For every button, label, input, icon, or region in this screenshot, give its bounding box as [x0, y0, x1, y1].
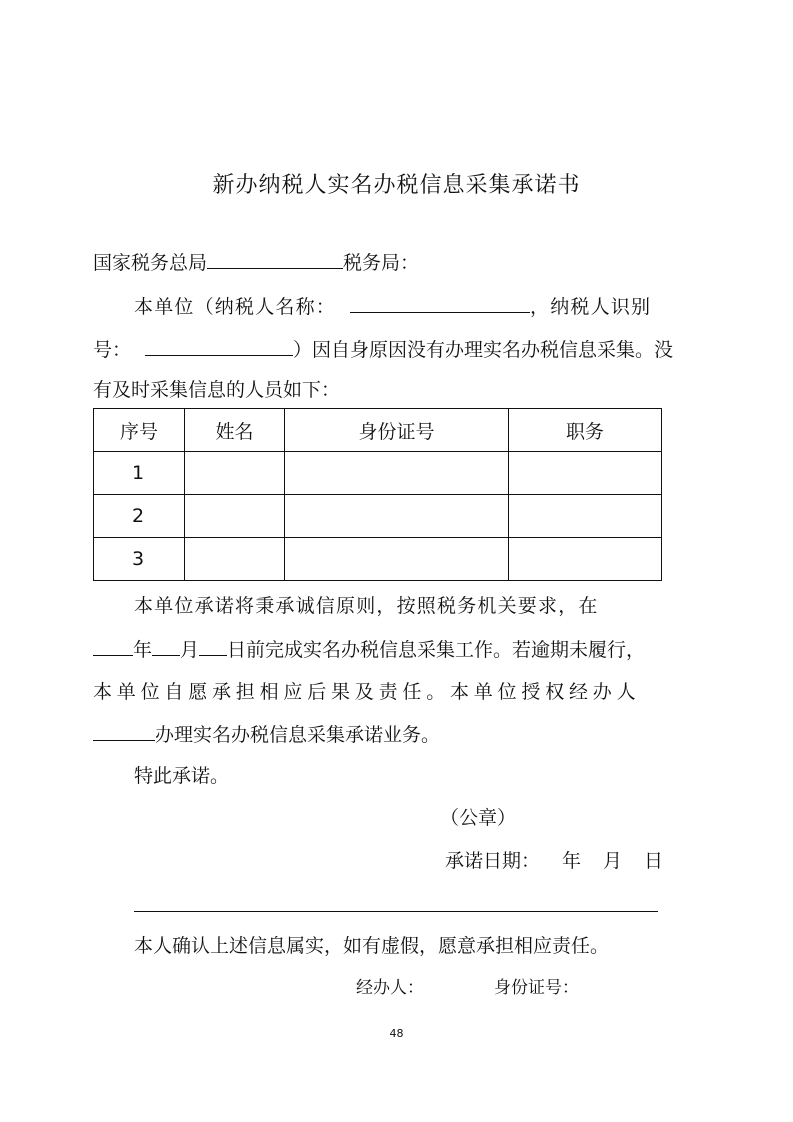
header-position: 职务 [509, 409, 662, 452]
row-index: 1 [94, 452, 185, 495]
taxpayer-name-blank[interactable] [350, 294, 530, 313]
para1-part-d: ）因自身原因没有办理实名办税信息采集。没 [293, 339, 674, 361]
position-cell[interactable] [509, 452, 662, 495]
agent-name-blank[interactable] [93, 722, 155, 741]
para1-part-b: ，纳税人识别 [530, 296, 652, 318]
id-number-cell[interactable] [285, 495, 509, 538]
separator-line [134, 911, 658, 912]
commit-date-label: 承诺日期： [445, 850, 541, 872]
deadline-month-blank[interactable] [152, 637, 180, 656]
deadline-year-blank[interactable] [93, 637, 133, 656]
tax-bureau-blank[interactable] [207, 250, 343, 269]
header-index: 序号 [94, 409, 185, 452]
para2-line4 [93, 722, 440, 747]
deadline-month-label: 月 [180, 639, 200, 661]
position-cell[interactable] [509, 538, 662, 581]
confirmation-text: 本人确认上述信息属实，如有虚假，愿意承担相应责任。 [134, 935, 610, 957]
para1-line1 [134, 294, 651, 319]
seal-label: （公章） [440, 807, 517, 829]
para2-day-rest: 日前完成实名办税信息采集工作。若逾期未履行， [227, 639, 646, 661]
table-header-row [94, 409, 662, 452]
handler-id-label: 身份证号： [494, 978, 579, 998]
addressee-prefix: 国家税务总局 [93, 252, 208, 274]
name-cell[interactable] [185, 538, 285, 581]
commit-date-month: 月 [603, 850, 623, 872]
commit-date-line [445, 849, 663, 873]
deadline-year-label: 年 [133, 639, 153, 661]
position-cell[interactable] [509, 495, 662, 538]
addressee-suffix: 税务局： [343, 252, 420, 274]
row-index: 3 [94, 538, 185, 581]
page-number: 48 [389, 1027, 404, 1040]
id-number-cell[interactable] [285, 538, 509, 581]
handler-label: 经办人： [356, 978, 424, 998]
para1-part-a: 本单位（纳税人名称： [134, 296, 337, 318]
page-title: 新办纳税人实名办税信息采集承诺书 [212, 173, 581, 198]
para1-line2 [93, 337, 673, 362]
commit-date-day: 日 [644, 850, 664, 872]
commit-date-year: 年 [562, 850, 582, 872]
name-cell[interactable] [185, 452, 285, 495]
para2-line4-text: 办理实名办税信息采集承诺业务。 [155, 724, 441, 746]
row-index: 2 [94, 495, 185, 538]
para1-line3: 有及时采集信息的人员如下： [93, 379, 341, 401]
id-number-cell[interactable] [285, 452, 509, 495]
header-name: 姓名 [185, 409, 285, 452]
deadline-day-blank[interactable] [199, 637, 227, 656]
para1-part-c: 号： [93, 339, 132, 361]
table-row [94, 538, 662, 581]
taxpayer-id-blank[interactable] [145, 337, 293, 356]
table-row [94, 495, 662, 538]
para2-line1: 本单位承诺将秉承诚信原则，按照税务机关要求，在 [134, 595, 599, 617]
para2-line2 [93, 637, 645, 662]
addressee-line [93, 250, 419, 275]
para2-line3: 本单位自愿承担相应后果及责任。本单位授权经办人 [93, 681, 641, 703]
table-row [94, 452, 662, 495]
name-cell[interactable] [185, 495, 285, 538]
personnel-table [93, 408, 662, 581]
header-id-number: 身份证号 [285, 409, 509, 452]
closing-text: 特此承诺。 [134, 765, 230, 787]
